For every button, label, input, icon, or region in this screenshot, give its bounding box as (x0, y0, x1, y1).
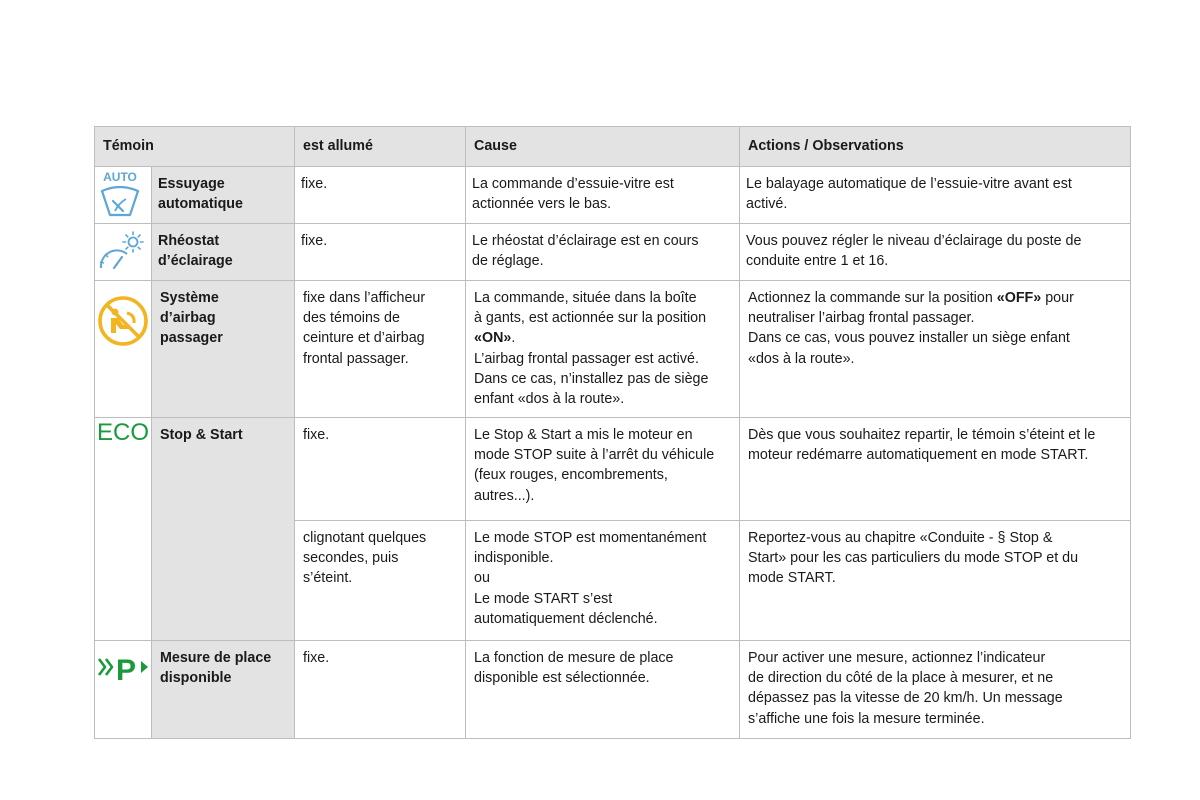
indicator-name: Rhéostat d’éclairage (152, 224, 295, 281)
table-row (95, 167, 1131, 224)
warning-lights-table (94, 126, 1131, 739)
table-header-row (95, 127, 1131, 167)
cause-cell: Le mode STOP est momentanément indisponible. ou Le mode START s’est automatiquement déclenché. (466, 521, 740, 641)
state-cell: fixe. (295, 167, 466, 224)
auto-wiper-icon (95, 167, 145, 221)
indicator-name: Stop & Start (152, 418, 295, 641)
state-cell: fixe. (295, 418, 466, 521)
cause-cell: La commande, située dans la boîte à gants, est actionnée sur la position «ON». L’airbag frontal passager est activé. Dans ce cas, n’installez pas de siège enfant «dos à la route». (466, 281, 740, 418)
action-cell: Reportez-vous au chapitre «Conduite - § Stop & Start» pour les cas particuliers du mode STOP et du mode START. (740, 521, 1131, 641)
header-temoin: Témoin (95, 127, 295, 167)
action-cell: Pour activer une mesure, actionnez l’indicateur de direction du côté de la place à mesurer, et ne dépassez pas la vitesse de 20 km/h. Un message s’affiche une fois la mesure terminée. (740, 641, 1131, 739)
off-position-label: «OFF» (996, 290, 1042, 306)
cause-cell: Le Stop & Start a mis le moteur en mode STOP suite à l’arrêt du véhicule (feux rouges, encombrements, autres...). (466, 418, 740, 521)
action-cell: Vous pouvez régler le niveau d’éclairage du poste de conduite entre 1 et 16. (740, 224, 1131, 281)
icon-cell (95, 281, 152, 418)
table-row (95, 641, 1131, 739)
cause-cell: Le rhéostat d’éclairage est en cours de réglage. (466, 224, 740, 281)
indicator-name: Système d’airbag passager (152, 281, 295, 418)
eco-stop-start-icon (96, 418, 150, 444)
parking-space-sensor-icon (96, 651, 150, 685)
action-cell: Le balayage automatique de l’essuie-vitre avant est activé. (740, 167, 1131, 224)
icon-cell (95, 167, 152, 224)
indicator-name: Essuyage automatique (152, 167, 295, 224)
action-cell: Actionnez la commande sur la position «OFF» pour neutraliser l’airbag frontal passager. Dans ce cas, vous pouvez installer un siège enfant «dos à la route». (740, 281, 1131, 418)
on-position-label: «ON» (474, 330, 512, 347)
table-row (95, 418, 1131, 521)
cause-cell: La fonction de mesure de place disponible est sélectionnée. (466, 641, 740, 739)
icon-cell (95, 224, 152, 281)
table-row (95, 281, 1131, 418)
state-cell: fixe dans l’afficheur des témoins de ceinture et d’airbag frontal passager. (295, 281, 466, 418)
icon-cell (95, 641, 152, 739)
icon-cell (95, 418, 152, 641)
action-cell: Dès que vous souhaitez repartir, le témoin s’éteint et le moteur redémarre automatiquement en mode START. (740, 418, 1131, 521)
passenger-airbag-off-icon (96, 293, 150, 349)
lighting-dimmer-icon (95, 224, 147, 278)
svg-text:AUTO: AUTO (103, 170, 137, 184)
table-row (95, 224, 1131, 281)
header-actions: Actions / Observations (740, 127, 1131, 167)
state-cell: clignotant quelques secondes, puis s’éteint. (295, 521, 466, 641)
header-cause: Cause (466, 127, 740, 167)
state-cell: fixe. (295, 641, 466, 739)
svg-text:P: P (115, 654, 137, 685)
indicator-name: Mesure de place disponible (152, 641, 295, 739)
cause-cell: La commande d’essuie-vitre est actionnée vers le bas. (466, 167, 740, 224)
header-state: est allumé (295, 127, 466, 167)
state-cell: fixe. (295, 224, 466, 281)
svg-text:ECO: ECO (96, 419, 150, 444)
